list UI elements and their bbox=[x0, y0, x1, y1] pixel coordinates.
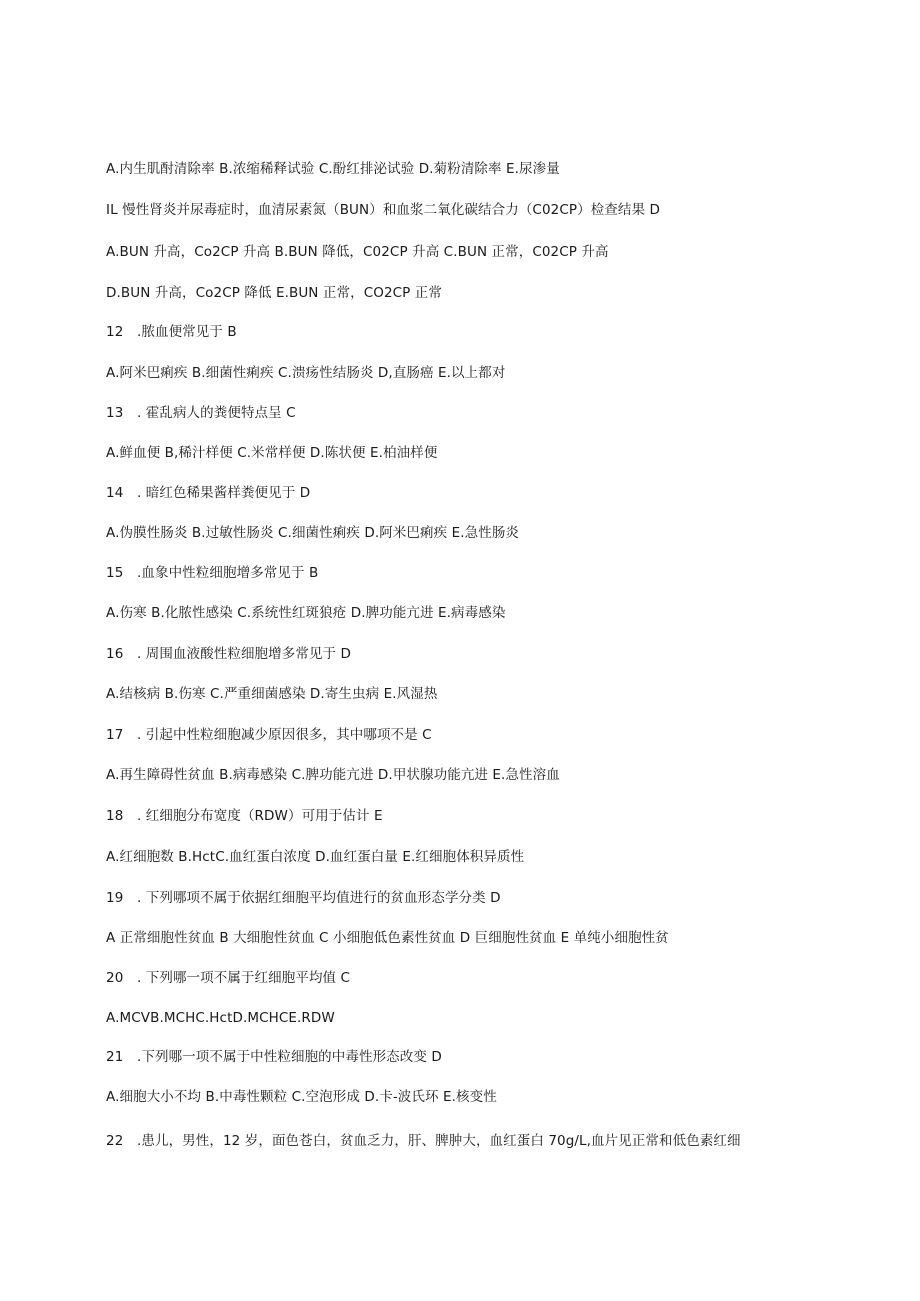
text-line: A.伤寒 B.化脓性感染 C.系统性红斑狼疮 D.脾功能亢进 E.病毒感染 bbox=[106, 605, 506, 621]
text-line: A 正常细胞性贫血 B 大细胞性贫血 C 小细胞低色素性贫血 D 巨细胞性贫血 E 单纯小细胞性贫 bbox=[106, 930, 669, 946]
text-line: A.鲜血便 B,稀汁样便 C.米常样便 D.陈状便 E.柏油样便 bbox=[106, 445, 438, 461]
text-line: D.BUN 升高，Co2CP 降低 E.BUN 正常，CO2CP 正常 bbox=[106, 285, 442, 301]
text-line: A.结核病 B.伤寒 C.严重细菌感染 D.寄生虫病 E.风湿热 bbox=[106, 686, 438, 702]
text-line: 14 . 暗红色稀果酱样粪便见于 D bbox=[106, 485, 311, 501]
text-line: 19 . 下列哪项不属于依据红细胞平均值进行的贫血形态学分类 D bbox=[106, 890, 501, 906]
text-line: A.内生肌酎清除率 B.浓缩稀释试验 C.酚红排泌试验 D.菊粉清除率 E.尿渗量 bbox=[106, 161, 560, 177]
text-line: 21 .下列哪一项不属于中性粒细胞的中毒性形态改变 D bbox=[106, 1049, 442, 1065]
text-line: 15 .血象中性粒细胞增多常见于 B bbox=[106, 565, 319, 581]
text-line: A.阿米巴痢疾 B.细菌性痢疾 C.溃疡性结肠炎 D,直肠癌 E.以上都对 bbox=[106, 365, 506, 381]
text-line: A.伪膜性肠炎 B.过敏性肠炎 C.细菌性痢疾 D.阿米巴痢疾 E.急性肠炎 bbox=[106, 525, 520, 541]
text-line: 22 .患儿，男性，12 岁，面色苍白，贫血乏力，肝、脾肿大，血红蛋白 70g/L,血片见正常和低色素红细 bbox=[106, 1133, 741, 1149]
text-line: 16 . 周围血液酸性粒细胞增多常见于 D bbox=[106, 646, 352, 662]
text-line: 12 .脓血便常见于 B bbox=[106, 324, 237, 340]
text-line: A.MCVB.MCHC.HctD.MCHCE.RDW bbox=[106, 1010, 335, 1026]
text-line: 18 . 红细胞分布宽度（RDW）可用于估计 E bbox=[106, 808, 383, 824]
text-line: IL 慢性肾炎并尿毒症时，血清尿素氮（BUN）和血浆二氧化碳结合力（C02CP）检查结果 D bbox=[106, 202, 660, 218]
text-line: A.细胞大小不均 B.中毒性颗粒 C.空泡形成 D.卡-波氏环 E.核变性 bbox=[106, 1089, 497, 1105]
text-line: 17 . 引起中性粒细胞减少原因很多，其中哪项不是 C bbox=[106, 727, 432, 743]
text-line: 13 . 霍乱病人的粪便特点呈 C bbox=[106, 405, 296, 421]
text-line: A.再生障碍性贫血 B.病毒感染 C.脾功能亢进 D.甲状腺功能亢进 E.急性溶血 bbox=[106, 767, 560, 783]
text-line: 20 . 下列哪一项不属于红细胞平均值 C bbox=[106, 970, 351, 986]
text-line: A.红细胞数 B.HctC.血红蛋白浓度 D.血红蛋白量 E.红细胞体积异质性 bbox=[106, 849, 525, 865]
text-line: A.BUN 升高，Co2CP 升高 B.BUN 降低，C02CP 升高 C.BUN 正常，C02CP 升高 bbox=[106, 244, 609, 260]
